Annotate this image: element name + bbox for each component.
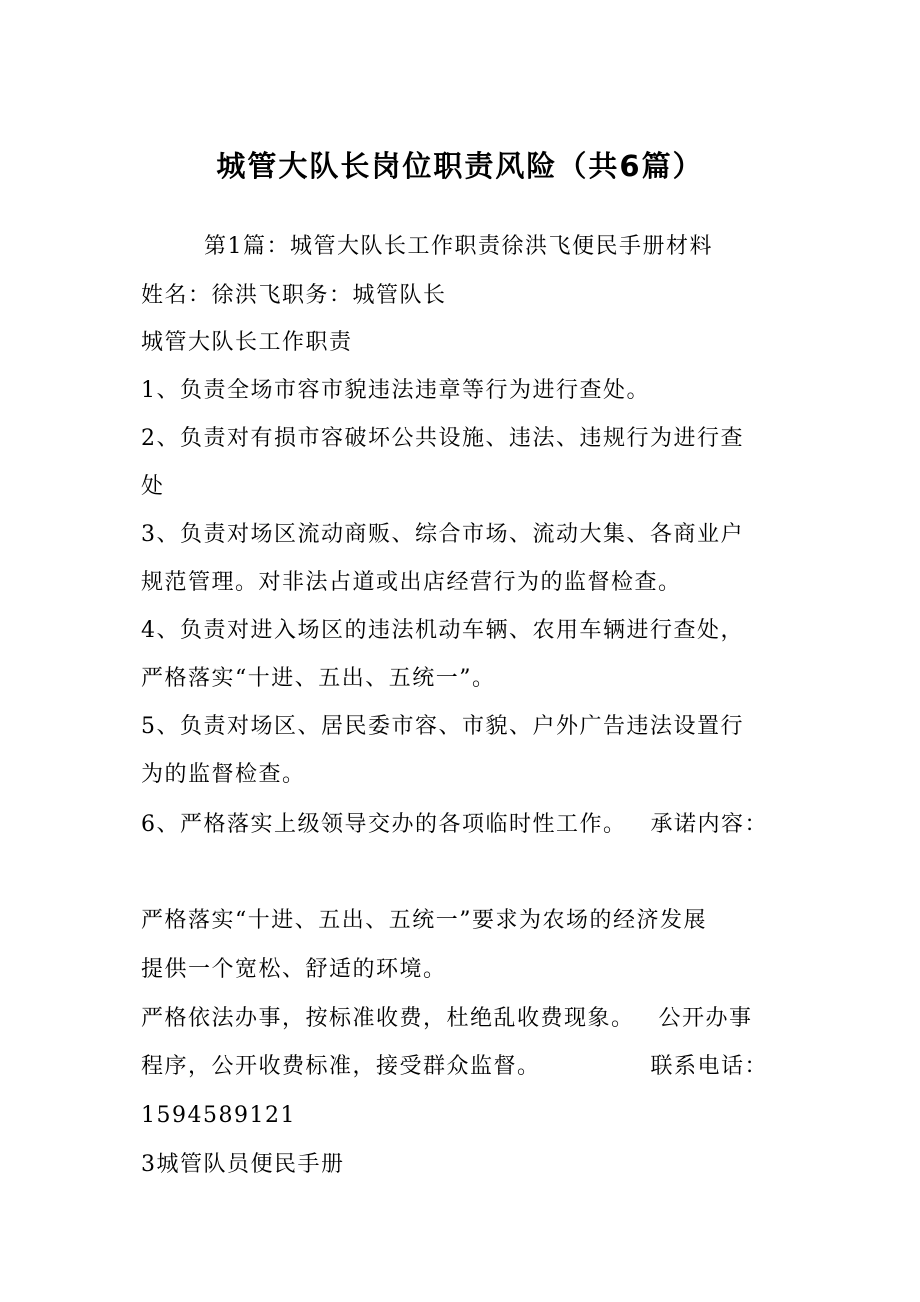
duty-item-4: 4、负责对进入场区的违法机动车辆、农用车辆进行查处， xyxy=(141,618,744,643)
name-line: 姓名：徐洪飞职务：城管队长 xyxy=(141,283,447,308)
phone-number: 1594589121 xyxy=(141,1103,296,1128)
duty-item-6-text: 6、严格落实上级领导交办的各项临时性工作。 xyxy=(141,812,627,837)
duty-item-3: 3、负责对场区流动商贩、综合市场、流动大集、各商业户 xyxy=(141,522,744,547)
footer-item: 3城管队员便民手册 xyxy=(141,1152,345,1177)
commitment-label: 承诺内容： xyxy=(650,812,769,837)
commitment-line-4 xyxy=(141,1052,768,1082)
duty-item-4-cont: 严格落实“十进、五出、五统一”。 xyxy=(141,666,496,691)
commitment-line-3-text: 严格依法办事，按标准收费，杜绝乱收费现象。 xyxy=(141,1006,635,1031)
phone-label: 联系电话： xyxy=(650,1054,769,1079)
commitment-line-4-text: 程序，公开收费标准，接受群众监督。 xyxy=(141,1054,541,1079)
duties-heading: 城管大队长工作职责 xyxy=(141,330,353,355)
commitment-line-2: 提供一个宽松、舒适的环境。 xyxy=(141,957,447,982)
section-heading: 第1篇：城管大队长工作职责徐洪飞便民手册材料 xyxy=(204,234,713,259)
duty-item-1: 1、负责全场市容市貌违法违章等行为进行查处。 xyxy=(141,378,650,403)
duty-item-5: 5、负责对场区、居民委市容、市貌、户外广告违法设置行 xyxy=(141,714,744,739)
document-title: 城管大队长岗位职责风险（共6篇） xyxy=(216,149,704,183)
duty-item-2-cont: 处 xyxy=(141,474,165,499)
commitment-line-3-tail: 公开办事 xyxy=(658,1006,753,1031)
duty-item-2: 2、负责对有损市容破坏公共设施、违法、违规行为进行查 xyxy=(141,426,744,451)
duty-item-5-cont: 为的监督检查。 xyxy=(141,762,306,787)
commitment-line-3 xyxy=(141,1004,753,1034)
commitment-line-1: 严格落实“十进、五出、五统一”要求为农场的经济发展 xyxy=(141,908,707,933)
duty-item-6 xyxy=(141,810,768,840)
duty-item-3-cont: 规范管理。对非法占道或出店经营行为的监督检查。 xyxy=(141,570,682,595)
